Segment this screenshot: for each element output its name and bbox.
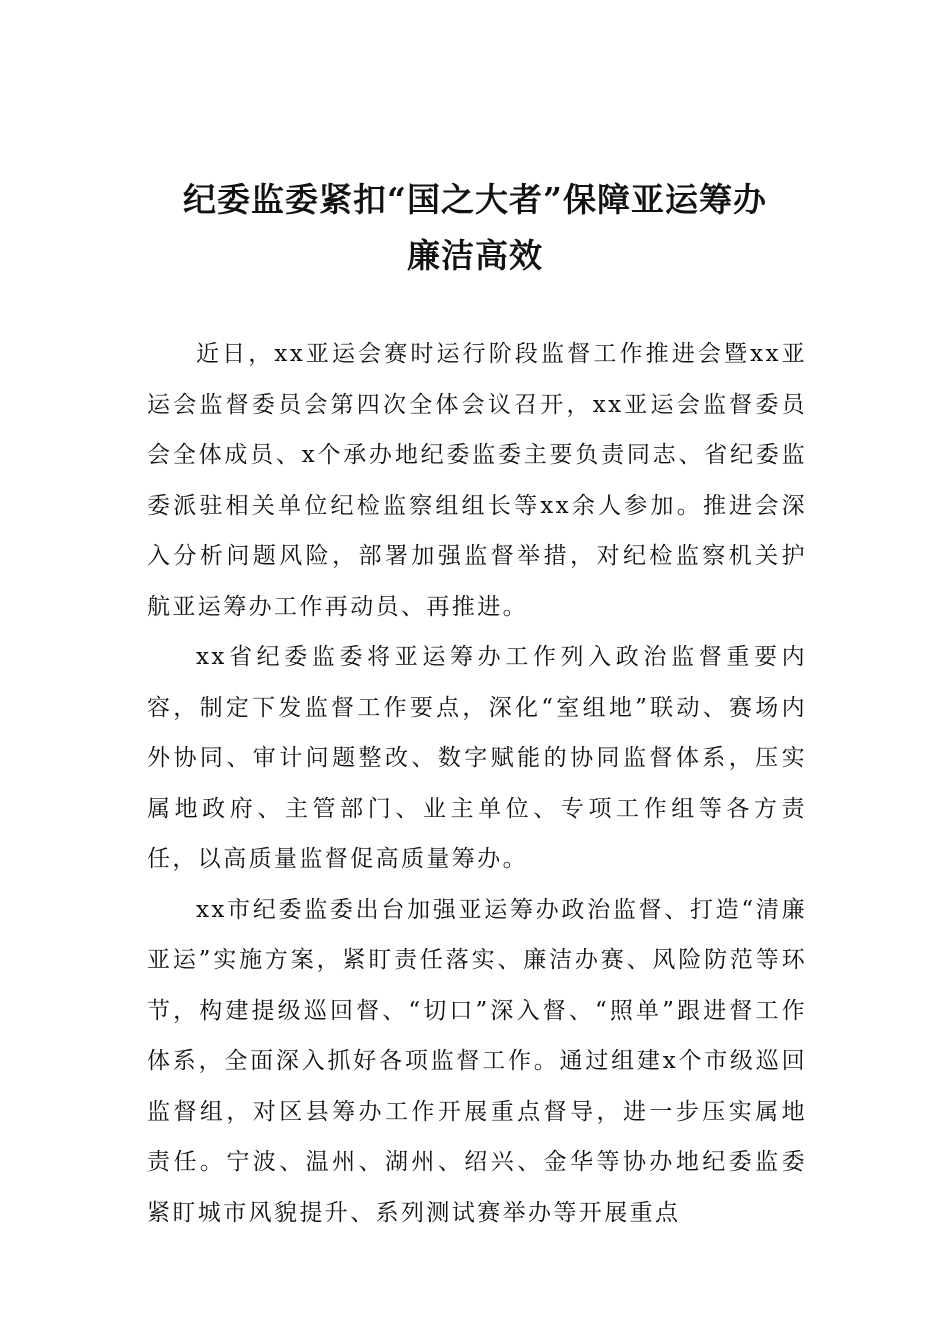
- paragraph-3: xx市纪委监委出台加强亚运筹办政治监督、打造“清廉亚运”实施方案，紧盯责任落实、廉洁办赛、风险防范等环节，构建提级巡回督、“切口”深入督、“照单”跟进督工作体系，全面深入抓好各项监督工作。通过组建x个市级巡回监督组，对区县筹办工作开展重点督导，进一步压实属地责任。宁波、温州、湖州、绍兴、金华等协办地纪委监委紧盯城市风貌提升、系列测试赛举办等开展重点: [147, 896, 807, 1226]
- title-line-2: 廉洁高效: [407, 236, 543, 275]
- document-title: [120, 172, 830, 284]
- paragraph-2: xx省纪委监委将亚运筹办工作列入政治监督重要内容，制定下发监督工作要点，深化“室组地”联动、赛场内外协同、审计问题整改、数字赋能的协同监督体系，压实属地政府、主管部门、业主单位、专项工作组等各方责任，以高质量监督促高质量筹办。: [147, 644, 807, 872]
- paragraph-1: 近日，xx亚运会赛时运行阶段监督工作推进会暨xx亚运会监督委员会第四次全体会议召开，xx亚运会监督委员会全体成员、x个承办地纪委监委主要负责同志、省纪委监委派驻相关单位纪检监察组组长等xx余人参加。推进会深入分析问题风险，部署加强监督举措，对纪检监察机关护航亚运筹办工作再动员、再推进。: [147, 341, 807, 620]
- title-line-1: 纪委监委紧扣“国之大者”保障亚运筹办: [183, 180, 767, 219]
- document-body: [147, 329, 807, 1238]
